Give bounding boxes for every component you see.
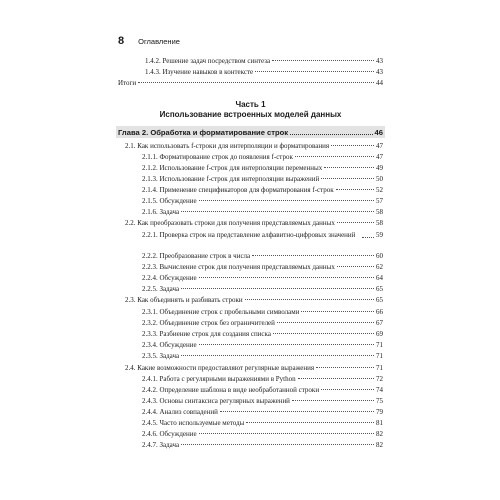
toc-entry-page: 72: [376, 375, 383, 383]
leader-dots: [181, 211, 374, 212]
leader-dots: [245, 299, 374, 300]
toc-entry-page: 44: [376, 79, 383, 87]
toc-entry-label: 2.4.2. Определение шаблона в виде необработанной строки: [142, 386, 320, 394]
toc-entry-page: 64: [376, 274, 383, 282]
leader-dots: [181, 444, 374, 445]
toc-entry-page: 49: [376, 164, 383, 172]
toc-entry-label: 2.4.7. Задача: [142, 441, 180, 449]
leader-dots: [199, 344, 374, 345]
toc-entry-label: 2.3.4. Обсуждение: [142, 341, 197, 349]
leader-dots: [316, 367, 374, 368]
toc-entry[interactable]: [142, 441, 383, 450]
toc-entry-label: 2.2.5. Задача: [142, 285, 180, 293]
toc-entry-page: 75: [376, 397, 383, 405]
leader-dots: [290, 134, 372, 135]
toc-section[interactable]: [125, 142, 383, 151]
toc-entry[interactable]: [142, 197, 383, 206]
leader-dots: [199, 200, 374, 201]
toc-entry-page: 58: [376, 208, 383, 216]
toc-entry-page: 81: [376, 419, 383, 427]
leader-dots: [292, 400, 374, 401]
toc-entry-label: 2.2.4. Обсуждение: [142, 274, 197, 282]
toc-entry-label: 2.3.5. Задача: [142, 352, 180, 360]
toc-entry[interactable]: [142, 231, 383, 240]
toc-entry-label: 2.3. Как объединять и разбивать строки: [125, 296, 243, 304]
toc-entry-label: 2.2. Как преобразовать строки для получения представляемых данных: [125, 219, 335, 227]
toc-entry-label: 2.1.1. Форматирование строк до появления f-строк: [142, 153, 293, 161]
toc-entry-label: 2.1.5. Обсуждение: [142, 197, 197, 205]
toc-entry-page: 58: [376, 219, 383, 227]
toc-entry-page: 60: [376, 252, 383, 260]
toc-entry-page: 71: [376, 352, 383, 360]
toc-entry[interactable]: [142, 352, 383, 361]
toc-entry[interactable]: [142, 386, 383, 395]
toc-entry-label: 2.4.3. Основы синтаксиса регулярных выражений: [142, 397, 290, 405]
toc-entry-label: 2.3.1. Объединение строк с пробельными символами: [142, 308, 300, 316]
toc-entry-label: 2.1.2. Использование f-строк для интерполяции переменных: [142, 164, 323, 172]
toc-entry-label: 2.4.4. Анализ совпадений: [142, 408, 218, 416]
toc-entry-page: 71: [376, 364, 383, 372]
leader-dots: [321, 178, 374, 179]
toc-section[interactable]: [125, 364, 383, 373]
toc-entry-page: 65: [376, 285, 383, 293]
toc-entry[interactable]: [142, 319, 383, 328]
leader-dots: [255, 71, 374, 72]
toc-entry-page: 69: [376, 330, 383, 338]
toc-entry-page: 50: [376, 175, 383, 183]
toc-entry-page: 65: [376, 296, 383, 304]
leader-dots: [273, 333, 374, 334]
leader-dots: [138, 82, 374, 83]
toc-entry-page: 62: [376, 263, 383, 271]
toc-entry-label: 2.1.6. Задача: [142, 208, 180, 216]
toc-entry-page: 71: [376, 341, 383, 349]
toc-entry[interactable]: [142, 285, 383, 294]
part-title: Использование встроенных моделей данных: [159, 110, 342, 119]
leader-dots: [199, 277, 374, 278]
toc-entry[interactable]: [142, 308, 383, 317]
leader-dots: [181, 355, 374, 356]
part-label: Часть 1: [235, 100, 266, 109]
leader-dots: [337, 222, 374, 223]
leader-dots: [321, 389, 374, 390]
leader-dots: [324, 167, 374, 168]
toc-entry[interactable]: [142, 274, 383, 283]
toc-entry-label: 2.1.4. Применение спецификаторов для форматирования f-строк: [142, 186, 334, 194]
toc-entry[interactable]: [145, 57, 383, 66]
page-number: 8: [118, 35, 125, 47]
toc-entry-page: 43: [376, 57, 383, 65]
toc-entry-label: 2.2.3. Вычисление строк для получения представляемых данных: [142, 263, 335, 271]
toc-entry[interactable]: [142, 186, 383, 195]
toc-entry[interactable]: [142, 252, 383, 261]
toc-entry-label: 2.4. Какие возможности предоставляют регулярные выражения: [125, 364, 315, 372]
leader-dots: [295, 156, 374, 157]
toc-entry-page: 47: [376, 153, 383, 161]
leader-dots: [336, 189, 374, 190]
toc-entry[interactable]: [142, 419, 383, 428]
toc-entry-page: 52: [376, 186, 383, 194]
leader-dots: [298, 378, 374, 379]
toc-entry-page: 47: [376, 142, 383, 150]
toc-entry[interactable]: [142, 208, 383, 217]
chapter-page: 46: [374, 127, 383, 137]
toc-entry[interactable]: [142, 175, 383, 184]
toc-entry-label: 2.3.2. Объединение строк без ограничителей: [142, 319, 275, 327]
toc-entry[interactable]: [142, 341, 383, 350]
leader-dots: [337, 266, 374, 267]
toc-entry-label: 2.3.3. Разбиение строк для создания списка: [142, 330, 271, 338]
toc-entry-page: 79: [376, 408, 383, 416]
toc-entry[interactable]: [142, 430, 383, 439]
page-header: [118, 35, 180, 49]
leader-dots: [199, 433, 374, 434]
toc-entry[interactable]: [142, 375, 383, 384]
toc-section[interactable]: [125, 219, 383, 228]
toc-entry-page: 74: [376, 386, 383, 394]
leader-dots: [272, 60, 374, 61]
toc-entry-page: 82: [376, 441, 383, 449]
toc-entry[interactable]: [142, 408, 383, 417]
toc-entry-label: 2.1.3. Использование f-строк для интерполяции выражений: [142, 175, 320, 183]
toc-entry-label: 2.4.1. Работа с регулярными выражениями в Python: [142, 375, 296, 383]
toc-entry[interactable]: [142, 397, 383, 406]
toc-entry[interactable]: [118, 79, 383, 88]
toc-entry-page: 57: [376, 197, 383, 205]
leader-dots: [246, 422, 374, 423]
leader-dots: [362, 237, 374, 238]
toc-entry[interactable]: [142, 263, 383, 272]
leader-dots: [181, 288, 374, 289]
leader-dots: [277, 322, 374, 323]
toc-entry[interactable]: [145, 68, 383, 77]
toc-entry-page: 67: [376, 319, 383, 327]
leader-dots: [252, 255, 374, 256]
toc-entry-label: Итоги: [118, 79, 137, 87]
toc-entry-label: 2.2.2. Преобразование строк в числа: [142, 252, 251, 260]
leader-dots: [301, 311, 374, 312]
toc-entry-label: 1.4.3. Изучение навыков в контексте: [145, 68, 254, 76]
toc-entry-page: 43: [376, 68, 383, 76]
chapter-label: Глава 2. Обработка и форматирование строк: [118, 127, 289, 137]
toc-section[interactable]: [125, 296, 383, 305]
toc-entry-label: 2.1. Как использовать f-строки для интерполяции и форматирования: [125, 142, 330, 150]
toc-entry[interactable]: [142, 153, 383, 162]
chapter-heading[interactable]: [116, 126, 385, 138]
toc-entry-page: 82: [376, 430, 383, 438]
leader-dots: [331, 145, 374, 146]
leader-dots: [220, 411, 374, 412]
toc-entry-label: 2.2.1. Проверка строк на представление алфавитно-цифровых значений: [142, 231, 356, 239]
toc-entry-label: 2.4.6. Обсуждение: [142, 430, 197, 438]
toc-entry[interactable]: [142, 330, 383, 339]
toc-entry-label: 2.4.5. Часто используемые методы: [142, 419, 245, 427]
toc-entry-label: 1.4.2. Решение задач посредством синтеза: [145, 57, 271, 65]
running-title: Оглавление: [138, 37, 180, 46]
toc-entry-page: 59: [376, 231, 383, 239]
toc-entry[interactable]: [142, 164, 383, 173]
toc-entry-page: 66: [376, 308, 383, 316]
